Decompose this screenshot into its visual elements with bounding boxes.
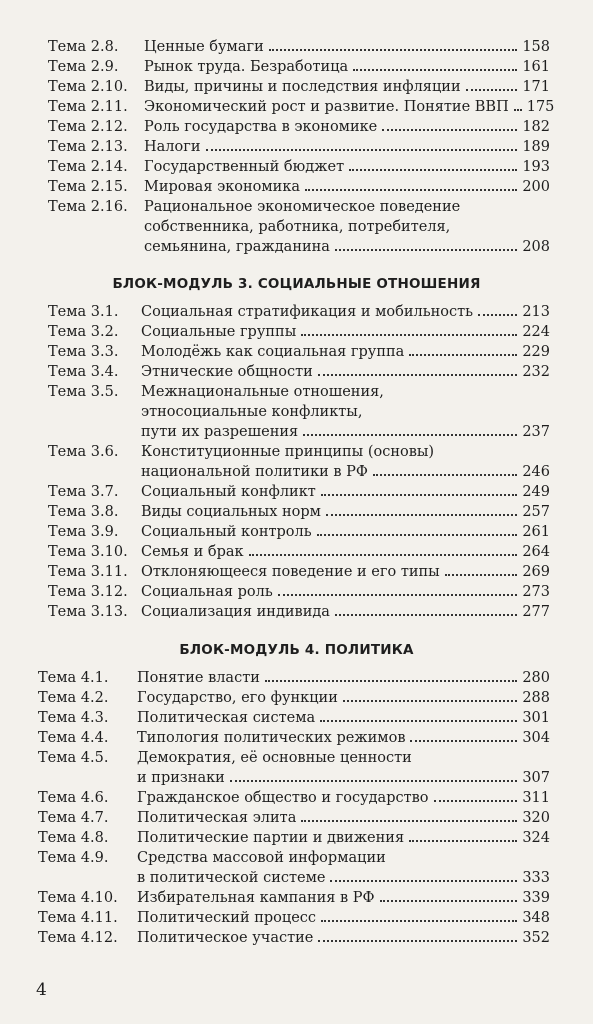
toc-entry-title bbox=[144, 77, 550, 97]
toc-entry-title bbox=[141, 322, 550, 342]
dot-leader bbox=[335, 237, 517, 251]
toc-entry-number: Тема 3.3. bbox=[48, 344, 119, 360]
toc-entry-page: 269 bbox=[522, 564, 550, 580]
toc-entry-number: Тема 3.13. bbox=[48, 604, 128, 620]
toc-entry-page: 257 bbox=[522, 504, 550, 520]
toc-entry-row bbox=[0, 177, 593, 197]
toc-entry-row bbox=[0, 828, 593, 848]
dot-leader bbox=[326, 502, 517, 516]
toc-entry-title-text: Понятие власти bbox=[137, 670, 260, 686]
toc-entry-title-text: Государственный бюджет bbox=[144, 159, 345, 175]
toc-entry-page: 171 bbox=[522, 79, 550, 95]
toc-entry-page: 224 bbox=[522, 324, 550, 340]
toc-entry-number: Тема 3.9. bbox=[48, 524, 119, 540]
toc-entry-title bbox=[141, 482, 550, 502]
toc-entry-title bbox=[137, 908, 550, 928]
toc-entry-title-text: Семья и брак bbox=[141, 544, 244, 560]
toc-entry-row bbox=[0, 688, 593, 708]
toc-entry-number: Тема 4.2. bbox=[38, 690, 109, 706]
toc-entry-row bbox=[0, 342, 593, 362]
toc-entry-title bbox=[144, 97, 555, 117]
toc-entry-page: 311 bbox=[522, 790, 550, 806]
toc-entry-page: 273 bbox=[522, 584, 550, 600]
dot-leader bbox=[445, 562, 518, 576]
toc-entry bbox=[0, 137, 593, 157]
dot-leader bbox=[434, 788, 518, 802]
toc-entry-number: Тема 2.15. bbox=[48, 179, 128, 195]
toc-entry-row bbox=[0, 888, 593, 908]
toc-entry-title-text: национальной политики в РФ bbox=[141, 464, 368, 480]
toc-entry-number: Тема 3.1. bbox=[48, 304, 119, 320]
toc-entry-page: 208 bbox=[522, 239, 550, 255]
toc-entry-title-text: Конституционные принципы (основы) bbox=[141, 444, 435, 460]
toc-entry-row bbox=[0, 77, 593, 97]
toc-entry-title bbox=[137, 868, 550, 888]
dot-leader bbox=[269, 37, 518, 51]
toc-entry-row bbox=[0, 928, 593, 948]
toc-entry-page: 301 bbox=[522, 710, 550, 726]
toc-entry-row bbox=[0, 582, 593, 602]
toc-entry-title-line bbox=[0, 848, 593, 868]
toc-entry-title-line bbox=[0, 748, 593, 768]
dot-leader bbox=[230, 768, 517, 782]
toc-entry-title-text: пути их разрешения bbox=[141, 424, 299, 440]
toc-entry-title-text: Демократия, её основные ценности bbox=[137, 750, 412, 766]
page-number: 4 bbox=[36, 980, 47, 1000]
toc-entry-row bbox=[0, 708, 593, 728]
toc-entry bbox=[0, 668, 593, 688]
toc-entry-number: Тема 3.7. bbox=[48, 484, 119, 500]
toc-entry-page: 320 bbox=[522, 810, 550, 826]
toc-entry-title bbox=[141, 582, 550, 602]
toc-entry bbox=[0, 77, 593, 97]
toc-block-2 bbox=[0, 37, 593, 257]
toc-entry-page: 307 bbox=[522, 770, 550, 786]
dot-leader bbox=[317, 522, 518, 536]
toc-entry-title-text: Политическая система bbox=[137, 710, 316, 726]
dot-leader bbox=[265, 668, 517, 682]
toc-entry-title bbox=[141, 302, 550, 322]
toc-entry-row bbox=[0, 302, 593, 322]
toc-entry-number: Тема 4.12. bbox=[38, 930, 118, 946]
toc-entry-number: Тема 2.13. bbox=[48, 139, 128, 155]
toc-entry-page: 237 bbox=[522, 424, 550, 440]
dot-leader bbox=[303, 422, 517, 436]
toc-entry-title bbox=[137, 888, 550, 908]
toc-entry-title-text: Типология политических режимов bbox=[137, 730, 406, 746]
toc-entry-number: Тема 2.8. bbox=[48, 39, 119, 55]
toc-entry bbox=[0, 542, 593, 562]
toc-entry-number: Тема 2.10. bbox=[48, 79, 128, 95]
toc-entry-title bbox=[141, 502, 550, 522]
dot-leader bbox=[349, 157, 517, 171]
section-heading-block-4: БЛОК-МОДУЛЬ 4. ПОЛИТИКА bbox=[179, 642, 414, 658]
toc-entry-title bbox=[137, 728, 550, 748]
toc-entry bbox=[0, 808, 593, 828]
toc-entry-number: Тема 2.16. bbox=[48, 199, 128, 215]
toc-entry-page: 352 bbox=[522, 930, 550, 946]
dot-leader bbox=[335, 602, 517, 616]
toc-entry-title-line bbox=[0, 382, 593, 402]
toc-entry-row bbox=[0, 808, 593, 828]
toc-entry-title bbox=[137, 668, 550, 688]
dot-leader bbox=[353, 57, 517, 71]
toc-entry-number: Тема 3.2. bbox=[48, 324, 119, 340]
toc-entry-row bbox=[0, 322, 593, 342]
dot-leader bbox=[409, 828, 517, 842]
toc-entry-title bbox=[137, 708, 550, 728]
toc-entry-title-text: Государство, его функции bbox=[137, 690, 338, 706]
dot-leader bbox=[409, 342, 517, 356]
dot-leader bbox=[514, 97, 522, 111]
toc-entry-row bbox=[0, 462, 593, 482]
toc-entry-number: Тема 4.6. bbox=[38, 790, 109, 806]
toc-entry-row bbox=[0, 482, 593, 502]
toc-entry-row bbox=[0, 117, 593, 137]
toc-entry-title bbox=[144, 57, 550, 77]
toc-entry-number: Тема 3.11. bbox=[48, 564, 128, 580]
toc-entry-number: Тема 4.8. bbox=[38, 830, 109, 846]
toc-entry-page: 246 bbox=[522, 464, 550, 480]
toc-entry bbox=[0, 177, 593, 197]
toc-entry-title bbox=[141, 522, 550, 542]
toc-entry-title bbox=[144, 117, 550, 137]
toc-entry bbox=[0, 97, 593, 117]
section-heading-block-3: БЛОК-МОДУЛЬ 3. СОЦИАЛЬНЫЕ ОТНОШЕНИЯ bbox=[112, 276, 481, 292]
toc-entry-title bbox=[144, 157, 550, 177]
toc-entry bbox=[0, 562, 593, 582]
toc-entry-title-text: Средства массовой информации bbox=[137, 850, 386, 866]
toc-entry-number: Тема 4.7. bbox=[38, 810, 109, 826]
toc-entry-number: Тема 3.5. bbox=[48, 384, 119, 400]
toc-entry-title bbox=[141, 542, 550, 562]
toc-entry-title bbox=[141, 602, 550, 622]
toc-entry bbox=[0, 382, 593, 442]
toc-entry-title-text: Виды социальных норм bbox=[141, 504, 321, 520]
toc-entry-title bbox=[141, 362, 550, 382]
toc-entry-page: 333 bbox=[522, 870, 550, 886]
toc-entry-title bbox=[137, 768, 550, 788]
toc-entry bbox=[0, 322, 593, 342]
toc-entry-title bbox=[141, 562, 550, 582]
toc-entry-title-text: и признаки bbox=[137, 770, 225, 786]
toc-entry-row bbox=[0, 868, 593, 888]
dot-leader bbox=[321, 482, 518, 496]
toc-entry-page: 348 bbox=[522, 910, 550, 926]
dot-leader bbox=[249, 542, 518, 556]
toc-entry-number: Тема 4.10. bbox=[38, 890, 118, 906]
toc-entry bbox=[0, 848, 593, 888]
toc-entry-title-text: Рынок труда. Безработица bbox=[144, 59, 349, 75]
toc-entry-page: 189 bbox=[522, 139, 550, 155]
toc-entry-number: Тема 4.9. bbox=[38, 850, 109, 866]
toc-entry bbox=[0, 602, 593, 622]
toc-entry bbox=[0, 502, 593, 522]
toc-entry-row bbox=[0, 562, 593, 582]
toc-entry-page: 280 bbox=[522, 670, 550, 686]
toc-entry-title bbox=[144, 137, 550, 157]
toc-entry bbox=[0, 888, 593, 908]
toc-entry bbox=[0, 482, 593, 502]
toc-entry-title bbox=[141, 342, 550, 362]
toc-entry-row bbox=[0, 237, 593, 257]
toc-entry bbox=[0, 442, 593, 482]
dot-leader bbox=[321, 908, 517, 922]
toc-entry-number: Тема 2.11. bbox=[48, 99, 128, 115]
toc-entry-title bbox=[137, 688, 550, 708]
toc-entry-page: 288 bbox=[522, 690, 550, 706]
toc-entry-title-text: этносоциальные конфликты, bbox=[141, 404, 363, 420]
toc-entry-title-text: Виды, причины и последствия инфляции bbox=[144, 79, 461, 95]
toc-entry-title-text: Налоги bbox=[144, 139, 201, 155]
toc-entry bbox=[0, 117, 593, 137]
toc-entry-page: 249 bbox=[522, 484, 550, 500]
dot-leader bbox=[278, 582, 518, 596]
toc-entry-title-text: Социальная стратификация и мобильность bbox=[141, 304, 474, 320]
toc-entry bbox=[0, 748, 593, 788]
toc-entry-row bbox=[0, 422, 593, 442]
toc-entry-title-text: Социальный конфликт bbox=[141, 484, 316, 500]
toc-entry bbox=[0, 342, 593, 362]
toc-entry-number: Тема 3.10. bbox=[48, 544, 128, 560]
toc-entry-page: 193 bbox=[522, 159, 550, 175]
dot-leader bbox=[301, 808, 517, 822]
toc-entry-title-text: Избирательная кампания в РФ bbox=[137, 890, 375, 906]
toc-entry-number: Тема 4.11. bbox=[38, 910, 118, 926]
dot-leader bbox=[320, 708, 517, 722]
toc-entry-title-text: Роль государства в экономике bbox=[144, 119, 378, 135]
toc-entry-row bbox=[0, 602, 593, 622]
toc-entry-page: 339 bbox=[522, 890, 550, 906]
toc-entry-row bbox=[0, 768, 593, 788]
toc-entry-page: 277 bbox=[522, 604, 550, 620]
toc-entry bbox=[0, 728, 593, 748]
toc-entry-row bbox=[0, 668, 593, 688]
toc-entry-title bbox=[137, 828, 550, 848]
toc-entry-page: 161 bbox=[522, 59, 550, 75]
toc-entry bbox=[0, 688, 593, 708]
toc-entry-page: 304 bbox=[522, 730, 550, 746]
toc-entry-title bbox=[144, 37, 550, 57]
toc-entry-number: Тема 3.4. bbox=[48, 364, 119, 380]
toc-entry-number: Тема 4.5. bbox=[38, 750, 109, 766]
toc-entry-title-text: Мировая экономика bbox=[144, 179, 301, 195]
toc-entry-page: 182 bbox=[522, 119, 550, 135]
toc-entry-title bbox=[144, 237, 550, 257]
toc-block-4 bbox=[0, 668, 593, 948]
dot-leader bbox=[318, 928, 517, 942]
toc-entry-title-text: Гражданское общество и государство bbox=[137, 790, 429, 806]
toc-entry bbox=[0, 928, 593, 948]
toc-entry-title-text: Социализация индивида bbox=[141, 604, 330, 620]
toc-entry-title-text: Социальный контроль bbox=[141, 524, 312, 540]
toc-entry-page: 229 bbox=[522, 344, 550, 360]
toc-entry bbox=[0, 37, 593, 57]
toc-entry-title-text: Молодёжь как социальная группа bbox=[141, 344, 405, 360]
toc-entry-title-text: Межнациональные отношения, bbox=[141, 384, 384, 400]
toc-entry-page: 175 bbox=[526, 99, 555, 115]
toc-entry-row bbox=[0, 57, 593, 77]
toc-entry-title-line bbox=[0, 402, 593, 422]
toc-entry-page: 264 bbox=[522, 544, 550, 560]
toc-entry-number: Тема 3.8. bbox=[48, 504, 119, 520]
toc-entry-number: Тема 3.6. bbox=[48, 444, 119, 460]
toc-entry-title bbox=[141, 422, 550, 442]
toc-entry-title bbox=[141, 462, 550, 482]
dot-leader bbox=[318, 362, 518, 376]
toc-entry-row bbox=[0, 522, 593, 542]
toc-entry-title-text: Социальная роль bbox=[141, 584, 273, 600]
toc-entry bbox=[0, 197, 593, 257]
dot-leader bbox=[330, 868, 517, 882]
dot-leader bbox=[206, 137, 518, 151]
dot-leader bbox=[373, 462, 517, 476]
toc-entry-page: 213 bbox=[522, 304, 550, 320]
toc-entry-title-text: Ценные бумаги bbox=[144, 39, 264, 55]
toc-entry bbox=[0, 582, 593, 602]
toc-entry-title-line bbox=[0, 442, 593, 462]
toc-entry-title bbox=[144, 177, 550, 197]
toc-entry-row bbox=[0, 728, 593, 748]
toc-entry-row bbox=[0, 97, 593, 117]
dot-leader bbox=[466, 77, 518, 91]
toc-entry-page: 158 bbox=[522, 39, 550, 55]
toc-entry-title bbox=[137, 808, 550, 828]
toc-entry-row bbox=[0, 37, 593, 57]
toc-entry-number: Тема 2.14. bbox=[48, 159, 128, 175]
toc-entry-number: Тема 4.4. bbox=[38, 730, 109, 746]
toc-block-3 bbox=[0, 302, 593, 622]
toc-entry-row bbox=[0, 908, 593, 928]
toc-entry-title-line bbox=[0, 217, 593, 237]
toc-entry-number: Тема 4.1. bbox=[38, 670, 109, 686]
toc-entry bbox=[0, 828, 593, 848]
toc-entry-title-text: собственника, работника, потребителя, bbox=[144, 219, 451, 235]
toc-entry bbox=[0, 362, 593, 382]
toc-entry bbox=[0, 788, 593, 808]
toc-entry-title-text: Рациональное экономическое поведение bbox=[144, 199, 461, 215]
toc-entry bbox=[0, 302, 593, 322]
toc-entry-number: Тема 3.12. bbox=[48, 584, 128, 600]
toc-entry-page: 200 bbox=[522, 179, 550, 195]
toc-entry bbox=[0, 57, 593, 77]
toc-entry-row bbox=[0, 362, 593, 382]
toc-entry bbox=[0, 708, 593, 728]
toc-entry-page: 324 bbox=[522, 830, 550, 846]
toc-entry-title-text: Этнические общности bbox=[141, 364, 313, 380]
toc-entry-title-text: Политический процесс bbox=[137, 910, 317, 926]
toc-entry-row bbox=[0, 788, 593, 808]
toc-entry-title-text: Отклоняющееся поведение и его типы bbox=[141, 564, 440, 580]
dot-leader bbox=[301, 322, 517, 336]
toc-entry-title-text: семьянина, гражданина bbox=[144, 239, 330, 255]
toc-entry-row bbox=[0, 542, 593, 562]
toc-entry-title-text: в политической системе bbox=[137, 870, 326, 886]
toc-entry-number: Тема 2.12. bbox=[48, 119, 128, 135]
toc-entry-title bbox=[137, 928, 550, 948]
toc-entry-page: 261 bbox=[522, 524, 550, 540]
toc-entry bbox=[0, 157, 593, 177]
dot-leader bbox=[478, 302, 517, 316]
toc-entry-title bbox=[137, 788, 550, 808]
dot-leader bbox=[343, 688, 517, 702]
dot-leader bbox=[305, 177, 517, 191]
toc-entry-title-text: Политические партии и движения bbox=[137, 830, 405, 846]
toc-entry-page: 232 bbox=[522, 364, 550, 380]
toc-entry bbox=[0, 908, 593, 928]
toc-entry-row bbox=[0, 157, 593, 177]
dot-leader bbox=[380, 888, 518, 902]
toc-entry-row bbox=[0, 137, 593, 157]
dot-leader bbox=[382, 117, 517, 131]
toc-entry-row bbox=[0, 502, 593, 522]
toc-entry-title-text: Экономический рост и развитие. Понятие ВВП bbox=[144, 99, 509, 115]
toc-entry bbox=[0, 522, 593, 542]
toc-entry-number: Тема 4.3. bbox=[38, 710, 109, 726]
toc-entry-title-text: Политическая элита bbox=[137, 810, 297, 826]
toc-entry-title-text: Политическое участие bbox=[137, 930, 314, 946]
toc-entry-title-line bbox=[0, 197, 593, 217]
toc-entry-title-text: Социальные группы bbox=[141, 324, 297, 340]
toc-entry-number: Тема 2.9. bbox=[48, 59, 119, 75]
dot-leader bbox=[410, 728, 517, 742]
